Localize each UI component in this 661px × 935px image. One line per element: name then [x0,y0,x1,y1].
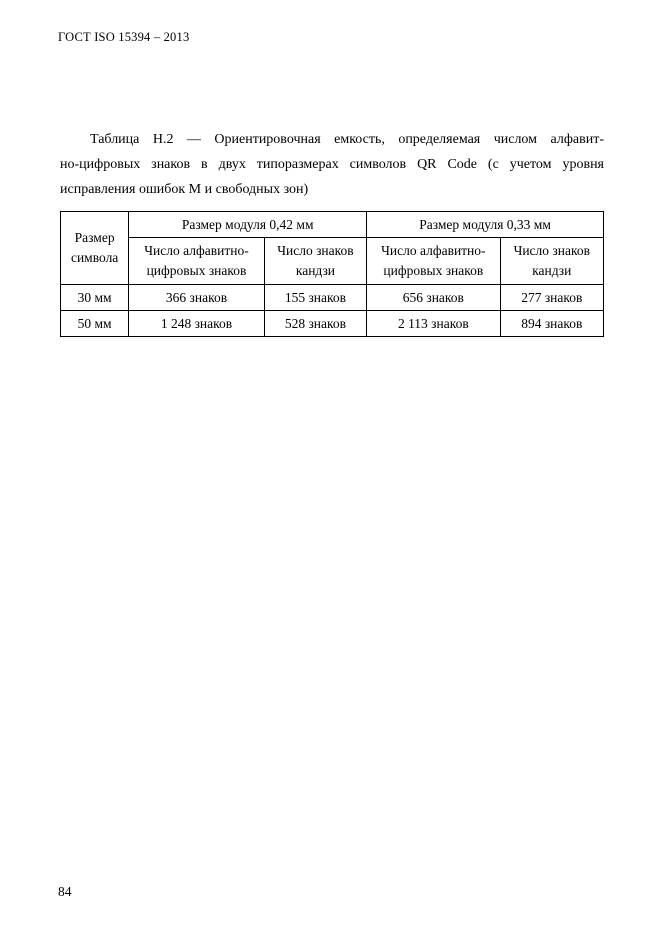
subheader-kanji-033 [500,238,603,285]
subheader-alnum-042 [129,238,264,285]
cell-kanji-033: 894 знаков [500,311,603,337]
subheader-kanji-042 [264,238,366,285]
cell-kanji-042: 155 знаков [264,285,366,311]
header-module-042: Размер модуля 0,42 мм [129,212,367,238]
capacity-table [60,211,604,337]
caption-line-2: но-цифровых знаков в двух типоразмерах символов QR Code (с учетом уровня [60,157,604,172]
table-row [61,285,604,311]
page-number: 84 [58,884,72,899]
header-symbol-size-line2: символа [70,250,119,265]
cell-size: 50 мм [61,311,129,337]
header-module-033: Размер модуля 0,33 мм [367,212,604,238]
document-header: ГОСТ ISO 15394 – 2013 [58,30,190,44]
cell-size: 30 мм [61,285,129,311]
cell-alnum-042: 1 248 знаков [129,311,264,337]
subheader-alnum-033-line2: цифровых знаков [383,263,484,278]
caption-line-1: Таблица Н.2 — Ориентировочная емкость, определяемая числом алфавит- [90,132,604,147]
table-caption [60,127,604,202]
subheader-kanji-033-line2: кандзи [532,263,572,278]
subheader-alnum-033 [367,238,500,285]
table-header-row [61,212,604,238]
subheader-alnum-042-line1: Число алфавитно- [144,243,249,258]
table-subheader-row [61,238,604,285]
cell-alnum-033: 656 знаков [367,285,500,311]
subheader-alnum-033-line1: Число алфавитно- [381,243,486,258]
cell-alnum-042: 366 знаков [129,285,264,311]
cell-kanji-033: 277 знаков [500,285,603,311]
subheader-kanji-042-line1: Число знаков [277,243,354,258]
header-symbol-size [61,212,129,285]
cell-alnum-033: 2 113 знаков [367,311,500,337]
subheader-alnum-042-line2: цифровых знаков [146,263,247,278]
subheader-kanji-042-line2: кандзи [295,263,336,278]
caption-line-3: исправления ошибок М и свободных зон) [60,182,309,197]
table-row [61,311,604,337]
cell-kanji-042: 528 знаков [264,311,366,337]
header-symbol-size-line1: Размер [74,230,115,245]
subheader-kanji-033-line1: Число знаков [513,243,590,258]
